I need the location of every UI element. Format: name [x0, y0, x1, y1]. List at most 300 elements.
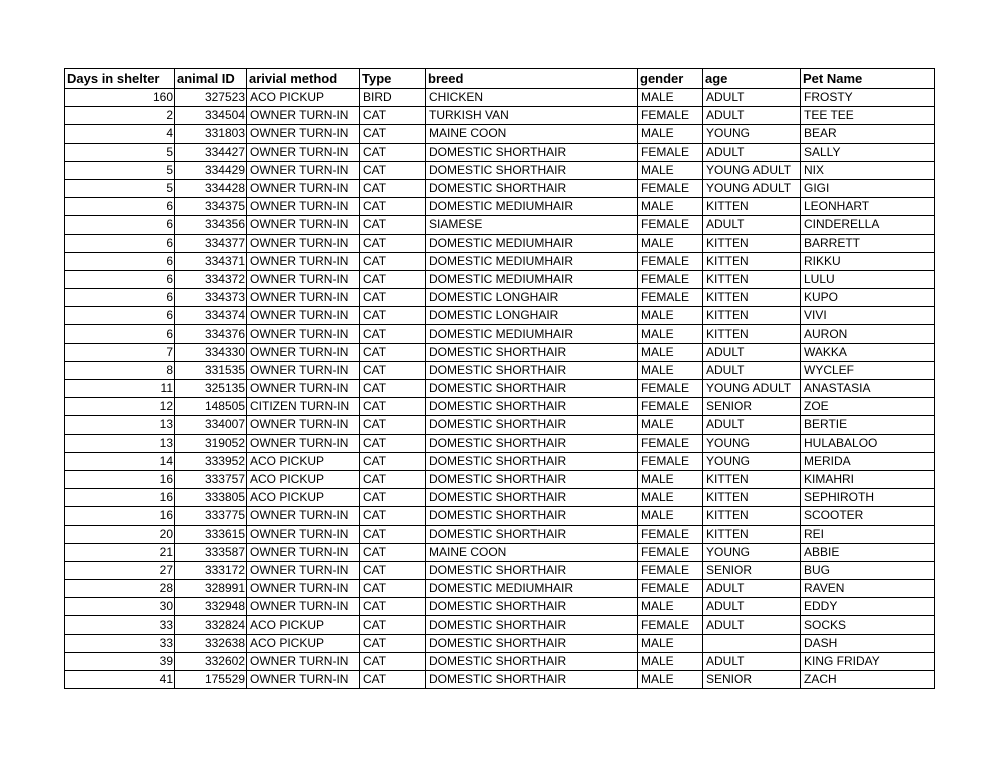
- cell-days-in-shelter: 30: [65, 598, 175, 616]
- cell-type: CAT: [360, 161, 426, 179]
- cell-pet-name: ZOE: [801, 398, 935, 416]
- cell-type: CAT: [360, 507, 426, 525]
- cell-age: YOUNG ADULT: [703, 380, 801, 398]
- cell-age: KITTEN: [703, 489, 801, 507]
- cell-pet-name: BARRETT: [801, 234, 935, 252]
- cell-days-in-shelter: 13: [65, 416, 175, 434]
- cell-age: SENIOR: [703, 398, 801, 416]
- table-row: [65, 198, 935, 216]
- cell-breed: DOMESTIC MEDIUMHAIR: [426, 580, 638, 598]
- cell-animal-id: 334377: [175, 234, 247, 252]
- cell-type: BIRD: [360, 89, 426, 107]
- table-row: [65, 216, 935, 234]
- header-pet-name: Pet Name: [801, 69, 935, 89]
- cell-pet-name: BERTIE: [801, 416, 935, 434]
- cell-gender: FEMALE: [638, 561, 703, 579]
- cell-animal-id: 333757: [175, 470, 247, 488]
- header-breed: breed: [426, 69, 638, 89]
- cell-animal-id: 334427: [175, 143, 247, 161]
- cell-type: CAT: [360, 143, 426, 161]
- cell-breed: DOMESTIC LONGHAIR: [426, 307, 638, 325]
- cell-days-in-shelter: 33: [65, 616, 175, 634]
- cell-animal-id: 332602: [175, 652, 247, 670]
- cell-arrival-method: CITIZEN TURN-IN: [247, 398, 360, 416]
- cell-type: CAT: [360, 361, 426, 379]
- cell-age: KITTEN: [703, 325, 801, 343]
- cell-days-in-shelter: 5: [65, 143, 175, 161]
- table-row: [65, 289, 935, 307]
- cell-animal-id: 333775: [175, 507, 247, 525]
- cell-type: CAT: [360, 616, 426, 634]
- table-row: [65, 543, 935, 561]
- cell-animal-id: 334504: [175, 107, 247, 125]
- cell-pet-name: CINDERELLA: [801, 216, 935, 234]
- cell-arrival-method: OWNER TURN-IN: [247, 598, 360, 616]
- cell-breed: DOMESTIC SHORTHAIR: [426, 416, 638, 434]
- cell-animal-id: 334007: [175, 416, 247, 434]
- cell-animal-id: 334375: [175, 198, 247, 216]
- cell-days-in-shelter: 41: [65, 671, 175, 689]
- cell-age: ADULT: [703, 343, 801, 361]
- cell-pet-name: SALLY: [801, 143, 935, 161]
- cell-type: CAT: [360, 470, 426, 488]
- cell-pet-name: FROSTY: [801, 89, 935, 107]
- header-arrival-method: arivial method: [247, 69, 360, 89]
- cell-pet-name: SCOOTER: [801, 507, 935, 525]
- cell-type: CAT: [360, 634, 426, 652]
- cell-type: CAT: [360, 198, 426, 216]
- table-row: [65, 671, 935, 689]
- cell-animal-id: 333952: [175, 452, 247, 470]
- cell-arrival-method: OWNER TURN-IN: [247, 543, 360, 561]
- table-row: [65, 343, 935, 361]
- cell-type: CAT: [360, 325, 426, 343]
- cell-arrival-method: ACO PICKUP: [247, 616, 360, 634]
- cell-pet-name: KIMAHRI: [801, 470, 935, 488]
- table-row: [65, 634, 935, 652]
- cell-pet-name: BUG: [801, 561, 935, 579]
- cell-animal-id: 331535: [175, 361, 247, 379]
- cell-breed: DOMESTIC SHORTHAIR: [426, 143, 638, 161]
- cell-gender: FEMALE: [638, 398, 703, 416]
- cell-pet-name: REI: [801, 525, 935, 543]
- header-days-in-shelter: Days in shelter: [65, 69, 175, 89]
- cell-animal-id: 327523: [175, 89, 247, 107]
- cell-breed: DOMESTIC SHORTHAIR: [426, 652, 638, 670]
- cell-age: ADULT: [703, 598, 801, 616]
- cell-type: CAT: [360, 234, 426, 252]
- cell-animal-id: 334356: [175, 216, 247, 234]
- cell-pet-name: GIGI: [801, 179, 935, 197]
- cell-age: YOUNG: [703, 434, 801, 452]
- cell-animal-id: 333587: [175, 543, 247, 561]
- cell-pet-name: RAVEN: [801, 580, 935, 598]
- cell-animal-id: 148505: [175, 398, 247, 416]
- cell-age: ADULT: [703, 616, 801, 634]
- cell-type: CAT: [360, 671, 426, 689]
- cell-pet-name: TEE TEE: [801, 107, 935, 125]
- header-animal-id: animal ID: [175, 69, 247, 89]
- cell-arrival-method: ACO PICKUP: [247, 89, 360, 107]
- table-row: [65, 125, 935, 143]
- cell-breed: SIAMESE: [426, 216, 638, 234]
- cell-pet-name: RIKKU: [801, 252, 935, 270]
- cell-type: CAT: [360, 343, 426, 361]
- cell-gender: FEMALE: [638, 580, 703, 598]
- cell-days-in-shelter: 14: [65, 452, 175, 470]
- table-row: [65, 598, 935, 616]
- cell-age: SENIOR: [703, 561, 801, 579]
- cell-animal-id: 334371: [175, 252, 247, 270]
- cell-gender: MALE: [638, 652, 703, 670]
- cell-gender: MALE: [638, 634, 703, 652]
- cell-days-in-shelter: 6: [65, 198, 175, 216]
- cell-pet-name: LEONHART: [801, 198, 935, 216]
- cell-days-in-shelter: 16: [65, 489, 175, 507]
- cell-gender: FEMALE: [638, 289, 703, 307]
- cell-age: SENIOR: [703, 671, 801, 689]
- cell-pet-name: ZACH: [801, 671, 935, 689]
- cell-days-in-shelter: 4: [65, 125, 175, 143]
- cell-gender: MALE: [638, 671, 703, 689]
- cell-breed: CHICKEN: [426, 89, 638, 107]
- cell-breed: DOMESTIC MEDIUMHAIR: [426, 325, 638, 343]
- cell-type: CAT: [360, 598, 426, 616]
- cell-breed: DOMESTIC SHORTHAIR: [426, 361, 638, 379]
- cell-age: YOUNG ADULT: [703, 179, 801, 197]
- cell-animal-id: 333172: [175, 561, 247, 579]
- cell-gender: MALE: [638, 489, 703, 507]
- table-row: [65, 361, 935, 379]
- table-row: [65, 89, 935, 107]
- shelter-animal-sheet: [64, 68, 935, 689]
- cell-pet-name: KING FRIDAY: [801, 652, 935, 670]
- cell-breed: DOMESTIC SHORTHAIR: [426, 434, 638, 452]
- cell-days-in-shelter: 160: [65, 89, 175, 107]
- table-row: [65, 270, 935, 288]
- cell-arrival-method: OWNER TURN-IN: [247, 525, 360, 543]
- cell-arrival-method: OWNER TURN-IN: [247, 507, 360, 525]
- cell-arrival-method: OWNER TURN-IN: [247, 434, 360, 452]
- cell-age: YOUNG: [703, 543, 801, 561]
- cell-breed: DOMESTIC SHORTHAIR: [426, 634, 638, 652]
- cell-days-in-shelter: 11: [65, 380, 175, 398]
- cell-days-in-shelter: 6: [65, 325, 175, 343]
- cell-pet-name: LULU: [801, 270, 935, 288]
- cell-arrival-method: OWNER TURN-IN: [247, 143, 360, 161]
- cell-animal-id: 334429: [175, 161, 247, 179]
- cell-pet-name: SOCKS: [801, 616, 935, 634]
- cell-animal-id: 334428: [175, 179, 247, 197]
- cell-type: CAT: [360, 452, 426, 470]
- cell-pet-name: ABBIE: [801, 543, 935, 561]
- cell-arrival-method: ACO PICKUP: [247, 634, 360, 652]
- cell-days-in-shelter: 5: [65, 179, 175, 197]
- cell-days-in-shelter: 16: [65, 507, 175, 525]
- cell-gender: MALE: [638, 507, 703, 525]
- cell-days-in-shelter: 39: [65, 652, 175, 670]
- cell-type: CAT: [360, 216, 426, 234]
- cell-animal-id: 333805: [175, 489, 247, 507]
- cell-breed: DOMESTIC SHORTHAIR: [426, 561, 638, 579]
- cell-gender: FEMALE: [638, 452, 703, 470]
- cell-age: ADULT: [703, 652, 801, 670]
- cell-days-in-shelter: 2: [65, 107, 175, 125]
- cell-arrival-method: OWNER TURN-IN: [247, 198, 360, 216]
- table-row: [65, 325, 935, 343]
- cell-age: KITTEN: [703, 470, 801, 488]
- cell-breed: DOMESTIC SHORTHAIR: [426, 598, 638, 616]
- cell-gender: FEMALE: [638, 543, 703, 561]
- cell-type: CAT: [360, 652, 426, 670]
- cell-pet-name: BEAR: [801, 125, 935, 143]
- table-row: [65, 489, 935, 507]
- cell-gender: FEMALE: [638, 107, 703, 125]
- cell-animal-id: 332824: [175, 616, 247, 634]
- cell-arrival-method: ACO PICKUP: [247, 452, 360, 470]
- cell-age: KITTEN: [703, 252, 801, 270]
- cell-arrival-method: OWNER TURN-IN: [247, 234, 360, 252]
- cell-days-in-shelter: 13: [65, 434, 175, 452]
- cell-animal-id: 332948: [175, 598, 247, 616]
- cell-days-in-shelter: 28: [65, 580, 175, 598]
- cell-gender: MALE: [638, 343, 703, 361]
- cell-days-in-shelter: 6: [65, 216, 175, 234]
- cell-breed: TURKISH VAN: [426, 107, 638, 125]
- cell-arrival-method: OWNER TURN-IN: [247, 252, 360, 270]
- cell-type: CAT: [360, 580, 426, 598]
- cell-gender: MALE: [638, 125, 703, 143]
- table-row: [65, 616, 935, 634]
- cell-pet-name: NIX: [801, 161, 935, 179]
- table-row: [65, 470, 935, 488]
- cell-breed: MAINE COON: [426, 125, 638, 143]
- cell-type: CAT: [360, 434, 426, 452]
- cell-gender: MALE: [638, 89, 703, 107]
- table-row: [65, 161, 935, 179]
- cell-arrival-method: OWNER TURN-IN: [247, 380, 360, 398]
- cell-pet-name: AURON: [801, 325, 935, 343]
- cell-breed: DOMESTIC SHORTHAIR: [426, 616, 638, 634]
- cell-animal-id: 319052: [175, 434, 247, 452]
- cell-age: KITTEN: [703, 289, 801, 307]
- cell-gender: FEMALE: [638, 252, 703, 270]
- cell-type: CAT: [360, 307, 426, 325]
- cell-type: CAT: [360, 398, 426, 416]
- table-row: [65, 107, 935, 125]
- cell-pet-name: ANASTASIA: [801, 380, 935, 398]
- cell-animal-id: 332638: [175, 634, 247, 652]
- cell-days-in-shelter: 16: [65, 470, 175, 488]
- table-row: [65, 434, 935, 452]
- cell-animal-id: 334330: [175, 343, 247, 361]
- cell-gender: FEMALE: [638, 525, 703, 543]
- table-row: [65, 652, 935, 670]
- cell-type: CAT: [360, 416, 426, 434]
- cell-breed: DOMESTIC MEDIUMHAIR: [426, 270, 638, 288]
- cell-gender: FEMALE: [638, 434, 703, 452]
- cell-arrival-method: OWNER TURN-IN: [247, 270, 360, 288]
- cell-breed: DOMESTIC MEDIUMHAIR: [426, 234, 638, 252]
- cell-age: ADULT: [703, 107, 801, 125]
- cell-animal-id: 175529: [175, 671, 247, 689]
- table-row: [65, 143, 935, 161]
- cell-arrival-method: ACO PICKUP: [247, 489, 360, 507]
- cell-type: CAT: [360, 179, 426, 197]
- cell-gender: MALE: [638, 307, 703, 325]
- cell-gender: MALE: [638, 325, 703, 343]
- cell-type: CAT: [360, 561, 426, 579]
- cell-breed: DOMESTIC SHORTHAIR: [426, 161, 638, 179]
- cell-type: CAT: [360, 380, 426, 398]
- cell-days-in-shelter: 27: [65, 561, 175, 579]
- cell-age: KITTEN: [703, 198, 801, 216]
- cell-age: KITTEN: [703, 525, 801, 543]
- cell-breed: DOMESTIC SHORTHAIR: [426, 470, 638, 488]
- cell-days-in-shelter: 12: [65, 398, 175, 416]
- cell-breed: DOMESTIC SHORTHAIR: [426, 507, 638, 525]
- cell-arrival-method: OWNER TURN-IN: [247, 652, 360, 670]
- cell-pet-name: HULABALOO: [801, 434, 935, 452]
- table-row: [65, 452, 935, 470]
- cell-breed: DOMESTIC SHORTHAIR: [426, 380, 638, 398]
- cell-gender: MALE: [638, 161, 703, 179]
- cell-age: ADULT: [703, 216, 801, 234]
- cell-arrival-method: OWNER TURN-IN: [247, 671, 360, 689]
- cell-days-in-shelter: 6: [65, 252, 175, 270]
- header-row: [65, 69, 935, 89]
- cell-pet-name: WAKKA: [801, 343, 935, 361]
- cell-gender: MALE: [638, 470, 703, 488]
- cell-gender: FEMALE: [638, 179, 703, 197]
- cell-days-in-shelter: 20: [65, 525, 175, 543]
- cell-animal-id: 334376: [175, 325, 247, 343]
- table-row: [65, 416, 935, 434]
- cell-gender: FEMALE: [638, 380, 703, 398]
- cell-pet-name: MERIDA: [801, 452, 935, 470]
- cell-animal-id: 331803: [175, 125, 247, 143]
- table-row: [65, 580, 935, 598]
- cell-age: ADULT: [703, 143, 801, 161]
- table-row: [65, 398, 935, 416]
- shelter-animal-table: [64, 68, 935, 689]
- cell-animal-id: 325135: [175, 380, 247, 398]
- cell-age: KITTEN: [703, 507, 801, 525]
- cell-animal-id: 334373: [175, 289, 247, 307]
- cell-arrival-method: OWNER TURN-IN: [247, 216, 360, 234]
- cell-arrival-method: OWNER TURN-IN: [247, 179, 360, 197]
- cell-breed: DOMESTIC LONGHAIR: [426, 289, 638, 307]
- cell-breed: DOMESTIC SHORTHAIR: [426, 671, 638, 689]
- cell-arrival-method: OWNER TURN-IN: [247, 107, 360, 125]
- cell-days-in-shelter: 6: [65, 270, 175, 288]
- table-row: [65, 307, 935, 325]
- cell-arrival-method: OWNER TURN-IN: [247, 161, 360, 179]
- cell-pet-name: SEPHIROTH: [801, 489, 935, 507]
- cell-type: CAT: [360, 489, 426, 507]
- cell-animal-id: 328991: [175, 580, 247, 598]
- table-row: [65, 252, 935, 270]
- table-row: [65, 561, 935, 579]
- cell-age: YOUNG: [703, 452, 801, 470]
- cell-type: CAT: [360, 289, 426, 307]
- cell-arrival-method: OWNER TURN-IN: [247, 561, 360, 579]
- cell-days-in-shelter: 21: [65, 543, 175, 561]
- cell-days-in-shelter: 6: [65, 307, 175, 325]
- cell-breed: DOMESTIC SHORTHAIR: [426, 489, 638, 507]
- cell-breed: DOMESTIC MEDIUMHAIR: [426, 198, 638, 216]
- cell-days-in-shelter: 5: [65, 161, 175, 179]
- cell-age: KITTEN: [703, 234, 801, 252]
- cell-arrival-method: OWNER TURN-IN: [247, 361, 360, 379]
- cell-gender: MALE: [638, 198, 703, 216]
- cell-pet-name: DASH: [801, 634, 935, 652]
- cell-age: ADULT: [703, 416, 801, 434]
- cell-breed: DOMESTIC SHORTHAIR: [426, 452, 638, 470]
- cell-gender: MALE: [638, 598, 703, 616]
- cell-breed: DOMESTIC SHORTHAIR: [426, 343, 638, 361]
- cell-pet-name: EDDY: [801, 598, 935, 616]
- cell-pet-name: VIVI: [801, 307, 935, 325]
- cell-pet-name: KUPO: [801, 289, 935, 307]
- table-row: [65, 525, 935, 543]
- cell-type: CAT: [360, 252, 426, 270]
- cell-arrival-method: OWNER TURN-IN: [247, 125, 360, 143]
- cell-breed: DOMESTIC SHORTHAIR: [426, 525, 638, 543]
- cell-type: CAT: [360, 107, 426, 125]
- cell-age: KITTEN: [703, 307, 801, 325]
- cell-arrival-method: OWNER TURN-IN: [247, 307, 360, 325]
- cell-type: CAT: [360, 543, 426, 561]
- cell-age: [703, 634, 801, 652]
- cell-age: ADULT: [703, 89, 801, 107]
- cell-gender: FEMALE: [638, 616, 703, 634]
- cell-gender: MALE: [638, 416, 703, 434]
- cell-gender: MALE: [638, 234, 703, 252]
- cell-gender: FEMALE: [638, 216, 703, 234]
- table-row: [65, 507, 935, 525]
- cell-type: CAT: [360, 270, 426, 288]
- cell-animal-id: 334372: [175, 270, 247, 288]
- cell-type: CAT: [360, 525, 426, 543]
- cell-breed: DOMESTIC MEDIUMHAIR: [426, 252, 638, 270]
- cell-days-in-shelter: 7: [65, 343, 175, 361]
- cell-arrival-method: OWNER TURN-IN: [247, 343, 360, 361]
- cell-arrival-method: OWNER TURN-IN: [247, 289, 360, 307]
- cell-arrival-method: OWNER TURN-IN: [247, 325, 360, 343]
- cell-breed: MAINE COON: [426, 543, 638, 561]
- cell-days-in-shelter: 6: [65, 234, 175, 252]
- header-age: age: [703, 69, 801, 89]
- cell-breed: DOMESTIC SHORTHAIR: [426, 179, 638, 197]
- table-row: [65, 234, 935, 252]
- header-gender: gender: [638, 69, 703, 89]
- cell-days-in-shelter: 8: [65, 361, 175, 379]
- cell-pet-name: WYCLEF: [801, 361, 935, 379]
- cell-type: CAT: [360, 125, 426, 143]
- cell-gender: MALE: [638, 361, 703, 379]
- cell-age: ADULT: [703, 580, 801, 598]
- cell-days-in-shelter: 6: [65, 289, 175, 307]
- table-row: [65, 179, 935, 197]
- cell-age: KITTEN: [703, 270, 801, 288]
- header-type: Type: [360, 69, 426, 89]
- cell-age: YOUNG ADULT: [703, 161, 801, 179]
- cell-arrival-method: OWNER TURN-IN: [247, 416, 360, 434]
- cell-age: YOUNG: [703, 125, 801, 143]
- table-body: [65, 89, 935, 689]
- cell-animal-id: 333615: [175, 525, 247, 543]
